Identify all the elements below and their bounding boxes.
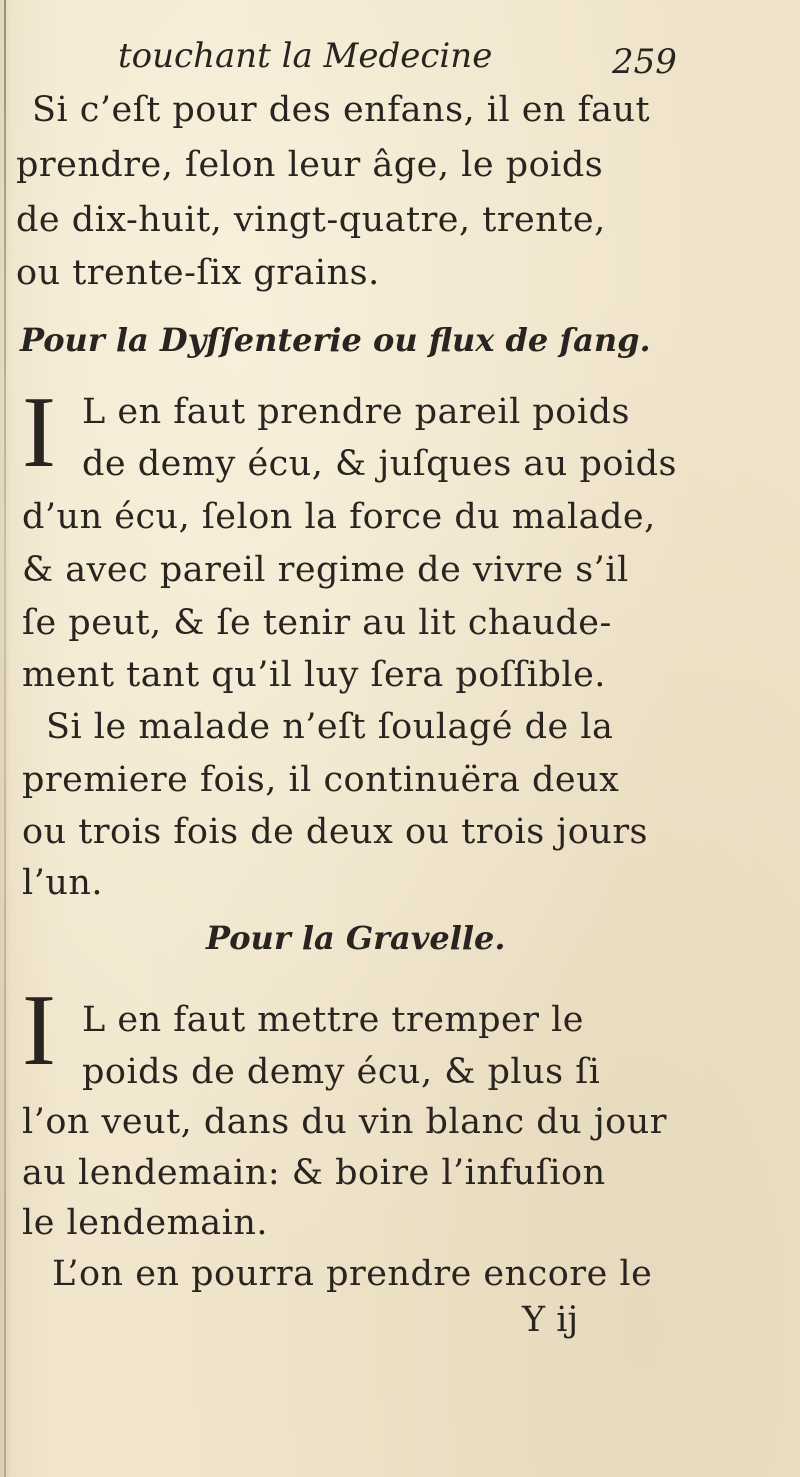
text-line: l’un. <box>22 863 104 903</box>
text-line: Si c’eſt pour des enfans, il en faut <box>32 90 651 130</box>
text-line: prendre, ſelon leur âge, le poids <box>16 145 604 185</box>
text-line: poids de demy écu, & plus ſi <box>82 1052 601 1092</box>
text-line: L en faut prendre pareil poids <box>82 392 630 432</box>
text-line: le lendemain. <box>22 1203 269 1243</box>
drop-cap: I <box>22 974 56 1087</box>
section-heading-dysentery: Pour la Dyſſenterie ou flux de ſang. <box>20 321 651 359</box>
text-line: de demy écu, & juſques au poids <box>82 444 677 484</box>
text-line: d’un écu, ſelon la force du malade, <box>22 497 656 537</box>
text-line: ment tant qu’il luy ſera poſſible. <box>22 655 606 695</box>
page-gutter <box>4 0 6 1477</box>
text-line: au lendemain: & boire l’infuſion <box>22 1153 606 1193</box>
text-line: ſe peut, & ſe tenir au lit chaude- <box>22 603 612 643</box>
text-line: Si le malade n’eſt ſoulagé de la <box>46 707 614 747</box>
text-line: L en faut mettre tremper le <box>82 1000 584 1040</box>
text-line: l’on veut, dans du vin blanc du jour <box>22 1102 668 1142</box>
text-line: premiere fois, il continuëra deux <box>22 760 620 800</box>
signature-mark: Y ij <box>522 1300 579 1340</box>
text-line: ou trente-ſix grains. <box>16 253 380 293</box>
text-line: L’on en pourra prendre encore le <box>52 1254 653 1294</box>
text-line: ou trois fois de deux ou trois jours <box>22 812 649 852</box>
drop-cap: I <box>22 376 56 489</box>
page-number: 259 <box>612 42 677 82</box>
section-heading-gravel: Pour la Gravelle. <box>206 919 506 957</box>
running-head: touchant la Medecine <box>118 36 493 76</box>
text-line: & avec pareil regime de vivre s’il <box>22 550 629 590</box>
text-line: de dix-huit, vingt-quatre, trente, <box>16 200 606 240</box>
